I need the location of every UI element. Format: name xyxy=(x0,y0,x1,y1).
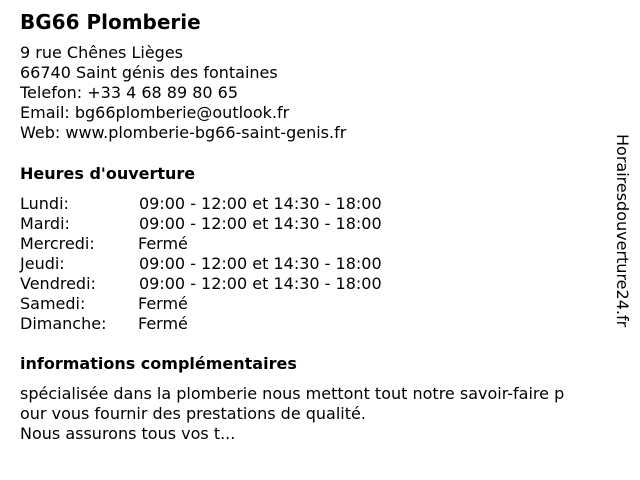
time-value: 09:00 - 12:00 et 14:30 - 18:00 xyxy=(139,214,382,233)
day-label: Mercredi: xyxy=(20,234,95,253)
info-line: spécialisée dans la plomberie nous mettont tout notre savoir-faire p xyxy=(20,384,565,403)
time-value: Fermé xyxy=(138,294,188,313)
additional-info-text xyxy=(20,384,620,444)
time-value: 09:00 - 12:00 et 14:30 - 18:00 xyxy=(139,274,382,293)
day-label: Dimanche: xyxy=(20,314,107,333)
info-line: Nous assurons tous vos t... xyxy=(20,424,236,443)
opening-hours-title: Heures d'ouverture xyxy=(20,164,196,183)
day-label: Vendredi: xyxy=(20,274,96,293)
business-name: BG66 Plomberie xyxy=(20,10,201,34)
phone-number: Telefon: +33 4 68 89 80 65 xyxy=(20,83,239,102)
info-line: our vous fournir des prestations de qualité. xyxy=(20,404,366,423)
email-address: Email: bg66plomberie@outlook.fr xyxy=(20,103,290,122)
website-url: Web: www.plomberie-bg66-saint-genis.fr xyxy=(20,123,347,142)
time-value: 09:00 - 12:00 et 14:30 - 18:00 xyxy=(139,194,382,213)
day-label: Mardi: xyxy=(20,214,70,233)
address-city: 66740 Saint génis des fontaines xyxy=(20,63,278,82)
contact-block xyxy=(20,43,346,143)
time-value: 09:00 - 12:00 et 14:30 - 18:00 xyxy=(139,254,382,273)
additional-info-title: informations complémentaires xyxy=(20,354,297,373)
address-street: 9 rue Chênes Lièges xyxy=(20,43,184,62)
day-label: Lundi: xyxy=(20,194,69,213)
time-value: Fermé xyxy=(138,314,188,333)
day-label: Jeudi: xyxy=(20,254,65,273)
time-value: Fermé xyxy=(138,234,188,253)
site-watermark: Horairesdouverture24.fr xyxy=(613,134,632,328)
day-label: Samedi: xyxy=(20,294,86,313)
